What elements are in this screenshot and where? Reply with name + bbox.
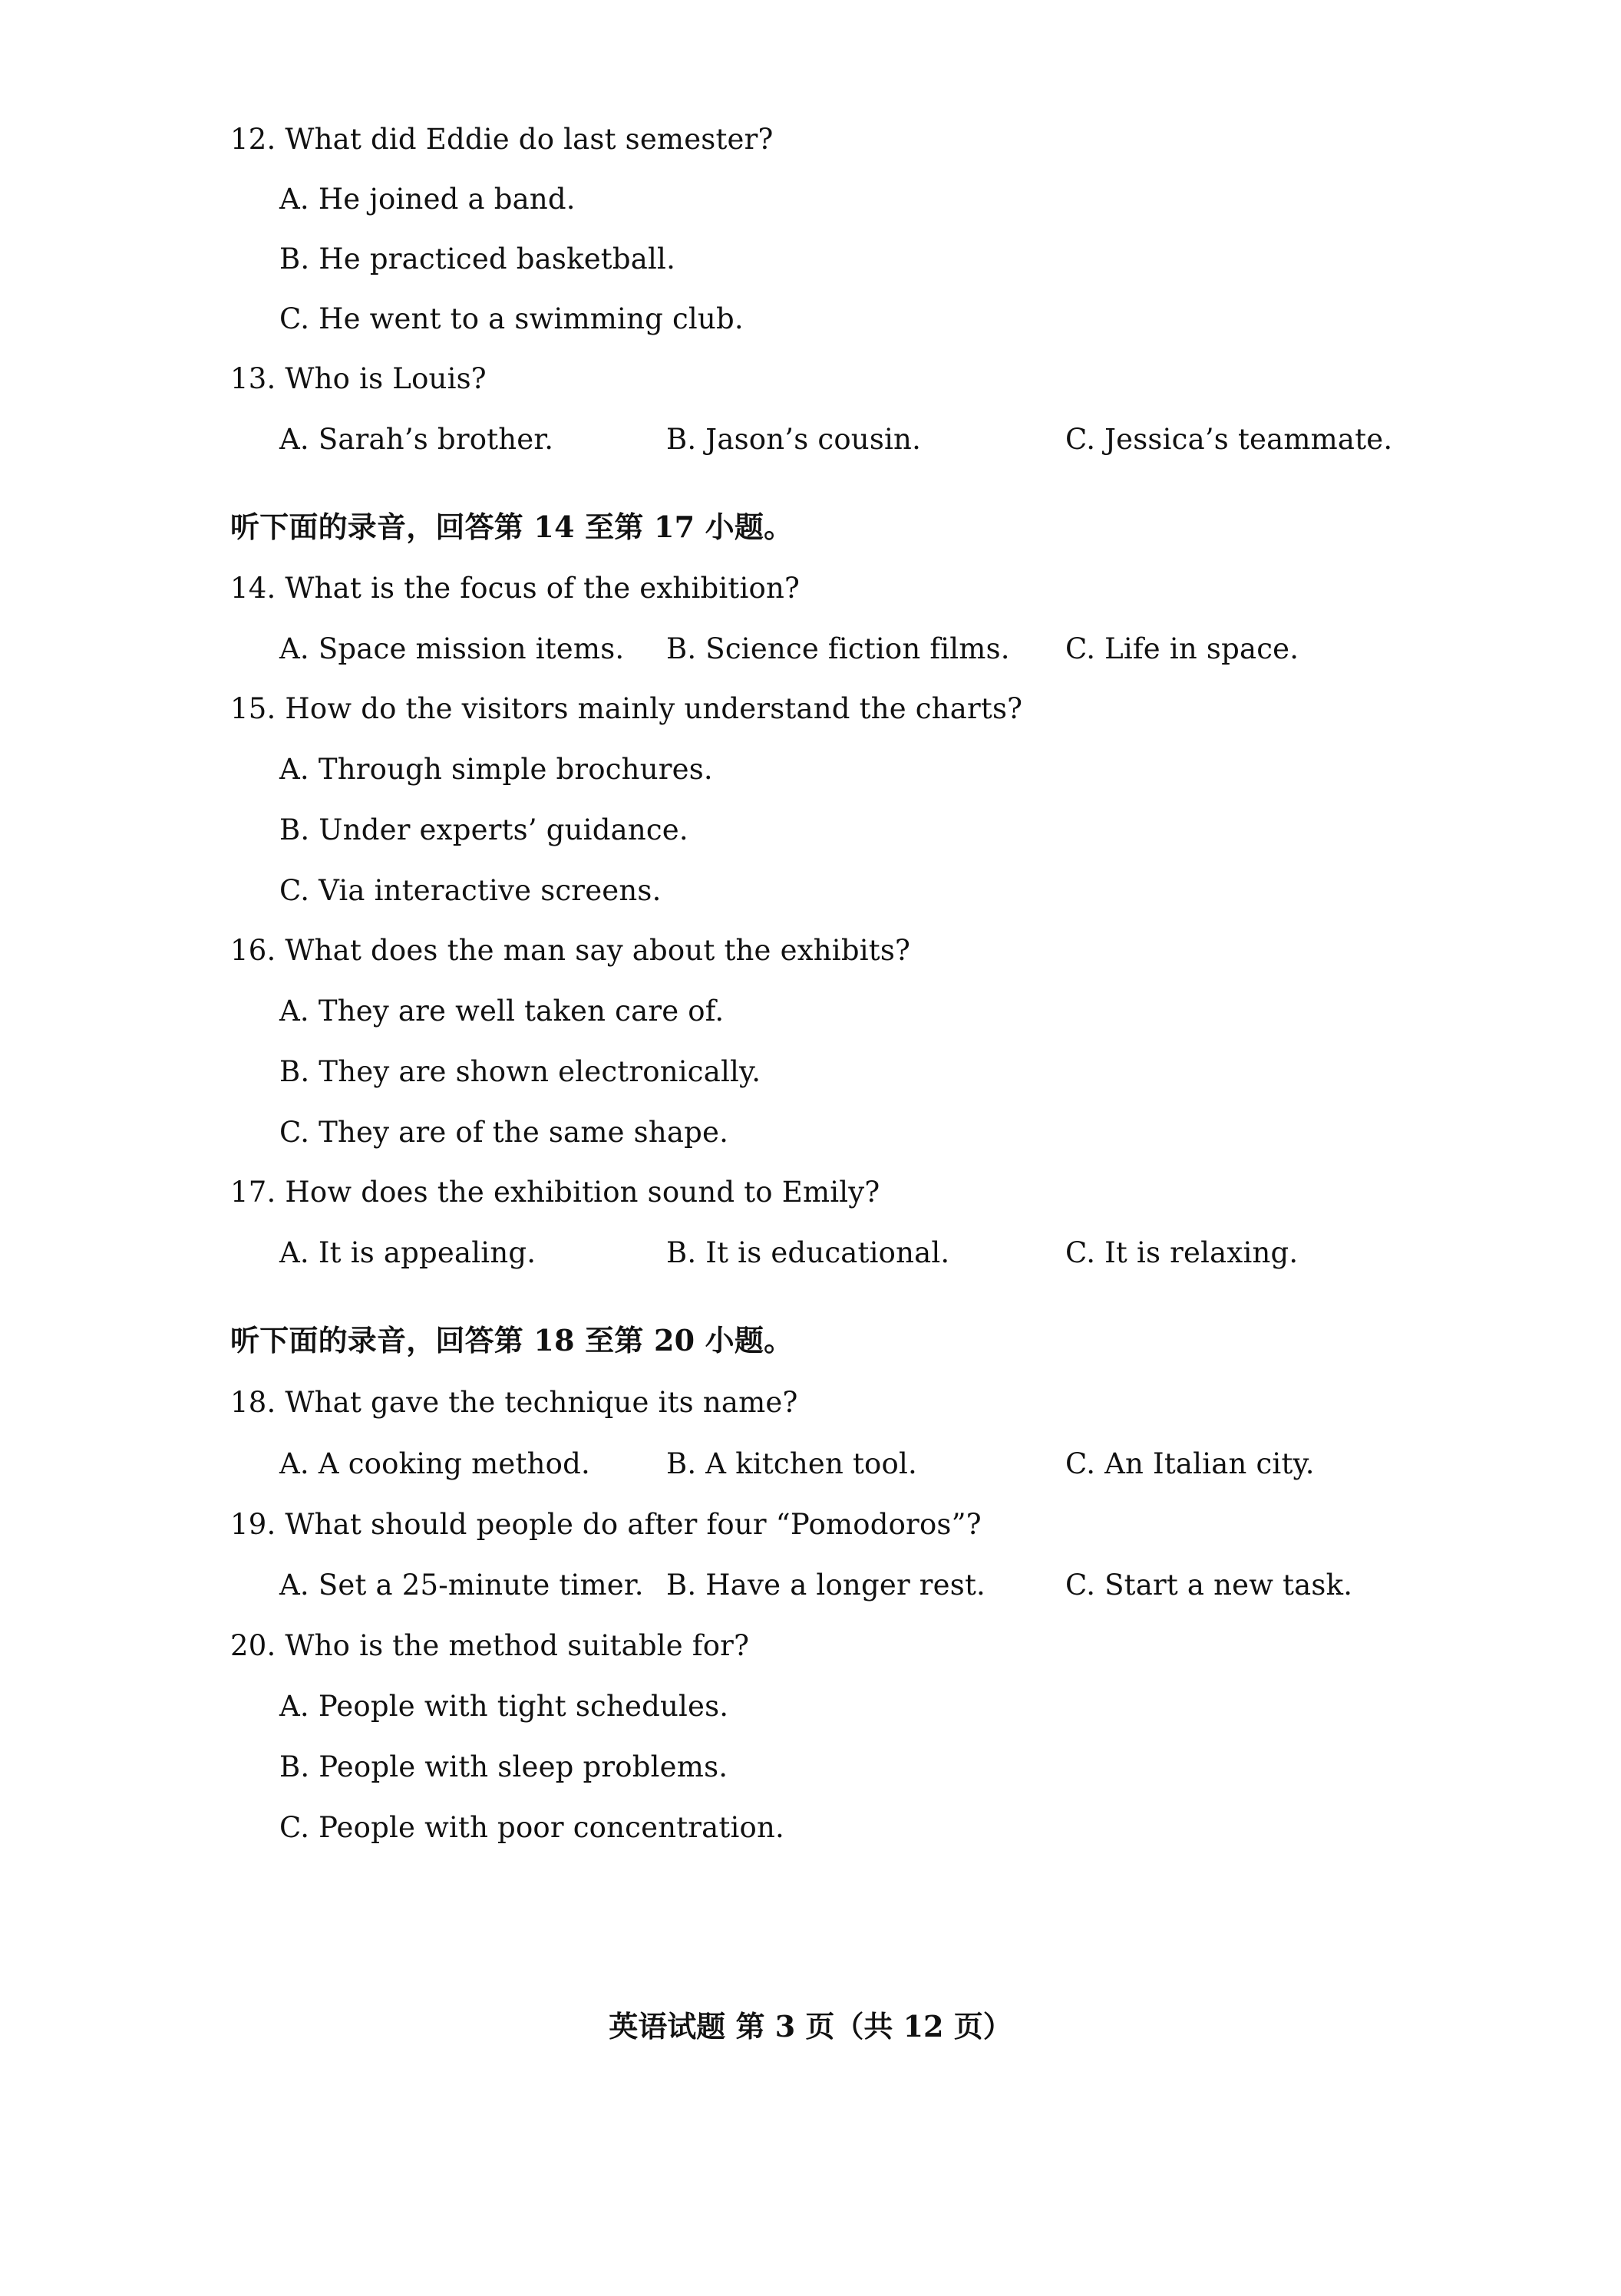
option-13c: C. Jessica’s teammate.: [1065, 423, 1393, 456]
option-16b: B. They are shown electronically.: [279, 1055, 761, 1088]
option-19a: A. Set a 25-minute timer.: [279, 1569, 644, 1602]
question-text: How does the exhibition sound to Emily?: [285, 1176, 880, 1209]
question-text: Who is Louis?: [285, 362, 487, 395]
option-17b: B. It is educational.: [666, 1236, 950, 1269]
option-14a: A. Space mission items.: [279, 632, 625, 665]
option-15c: C. Via interactive screens.: [279, 874, 662, 907]
question-text: How do the visitors mainly understand the charts?: [285, 692, 1023, 725]
option-12b: B. He practiced basketball.: [279, 242, 676, 275]
question-number: 14.: [230, 572, 276, 605]
option-14b: B. Science fiction films.: [666, 632, 1010, 665]
option-18b: B. A kitchen tool.: [666, 1447, 917, 1480]
question-text: What does the man say about the exhibits?: [285, 934, 911, 967]
question-19: [230, 1508, 982, 1542]
option-19c: C. Start a new task.: [1065, 1569, 1353, 1602]
option-12a: A. He joined a band.: [279, 183, 576, 216]
page-footer: 英语试题 第 3 页（共 12 页）: [609, 2009, 1012, 2044]
question-number: 19.: [230, 1508, 276, 1541]
option-18c: C. An Italian city.: [1065, 1447, 1315, 1480]
question-14: [230, 572, 800, 605]
option-19b: B. Have a longer rest.: [666, 1569, 985, 1602]
option-12c: C. He went to a swimming club.: [279, 302, 744, 335]
question-16: [230, 934, 910, 968]
question-number: 15.: [230, 692, 276, 725]
question-number: 17.: [230, 1176, 276, 1209]
option-17a: A. It is appealing.: [279, 1236, 536, 1269]
question-15: [230, 692, 1022, 726]
question-number: 16.: [230, 934, 276, 967]
option-20c: C. People with poor concentration.: [279, 1811, 785, 1844]
question-text: Who is the method suitable for?: [285, 1629, 750, 1662]
question-17: [230, 1176, 880, 1209]
question-13: [230, 362, 487, 396]
option-15b: B. Under experts’ guidance.: [279, 813, 688, 846]
option-16a: A. They are well taken care of.: [279, 995, 725, 1028]
question-18: [230, 1386, 798, 1420]
option-17c: C. It is relaxing.: [1065, 1236, 1299, 1269]
question-number: 12.: [230, 123, 276, 156]
option-20b: B. People with sleep problems.: [279, 1750, 728, 1783]
question-text: What did Eddie do last semester?: [285, 123, 774, 156]
option-13a: A. Sarah’s brother.: [279, 423, 554, 456]
question-text: What should people do after four “Pomodoros”?: [285, 1508, 982, 1541]
question-text: What is the focus of the exhibition?: [285, 572, 801, 605]
question-text: What gave the technique its name?: [285, 1386, 798, 1419]
option-15a: A. Through simple brochures.: [279, 753, 713, 786]
question-number: 18.: [230, 1386, 276, 1419]
option-14c: C. Life in space.: [1065, 632, 1299, 665]
option-18a: A. A cooking method.: [279, 1447, 590, 1480]
option-16c: C. They are of the same shape.: [279, 1116, 729, 1149]
question-12: [230, 123, 774, 157]
option-20a: A. People with tight schedules.: [279, 1690, 729, 1723]
option-13b: B. Jason’s cousin.: [666, 423, 922, 456]
section-heading-14-17: 听下面的录音，回答第 14 至第 17 小题。: [230, 510, 794, 544]
question-20: [230, 1629, 749, 1663]
section-heading-18-20: 听下面的录音，回答第 18 至第 20 小题。: [230, 1323, 794, 1357]
question-number: 13.: [230, 362, 276, 395]
question-number: 20.: [230, 1629, 276, 1662]
